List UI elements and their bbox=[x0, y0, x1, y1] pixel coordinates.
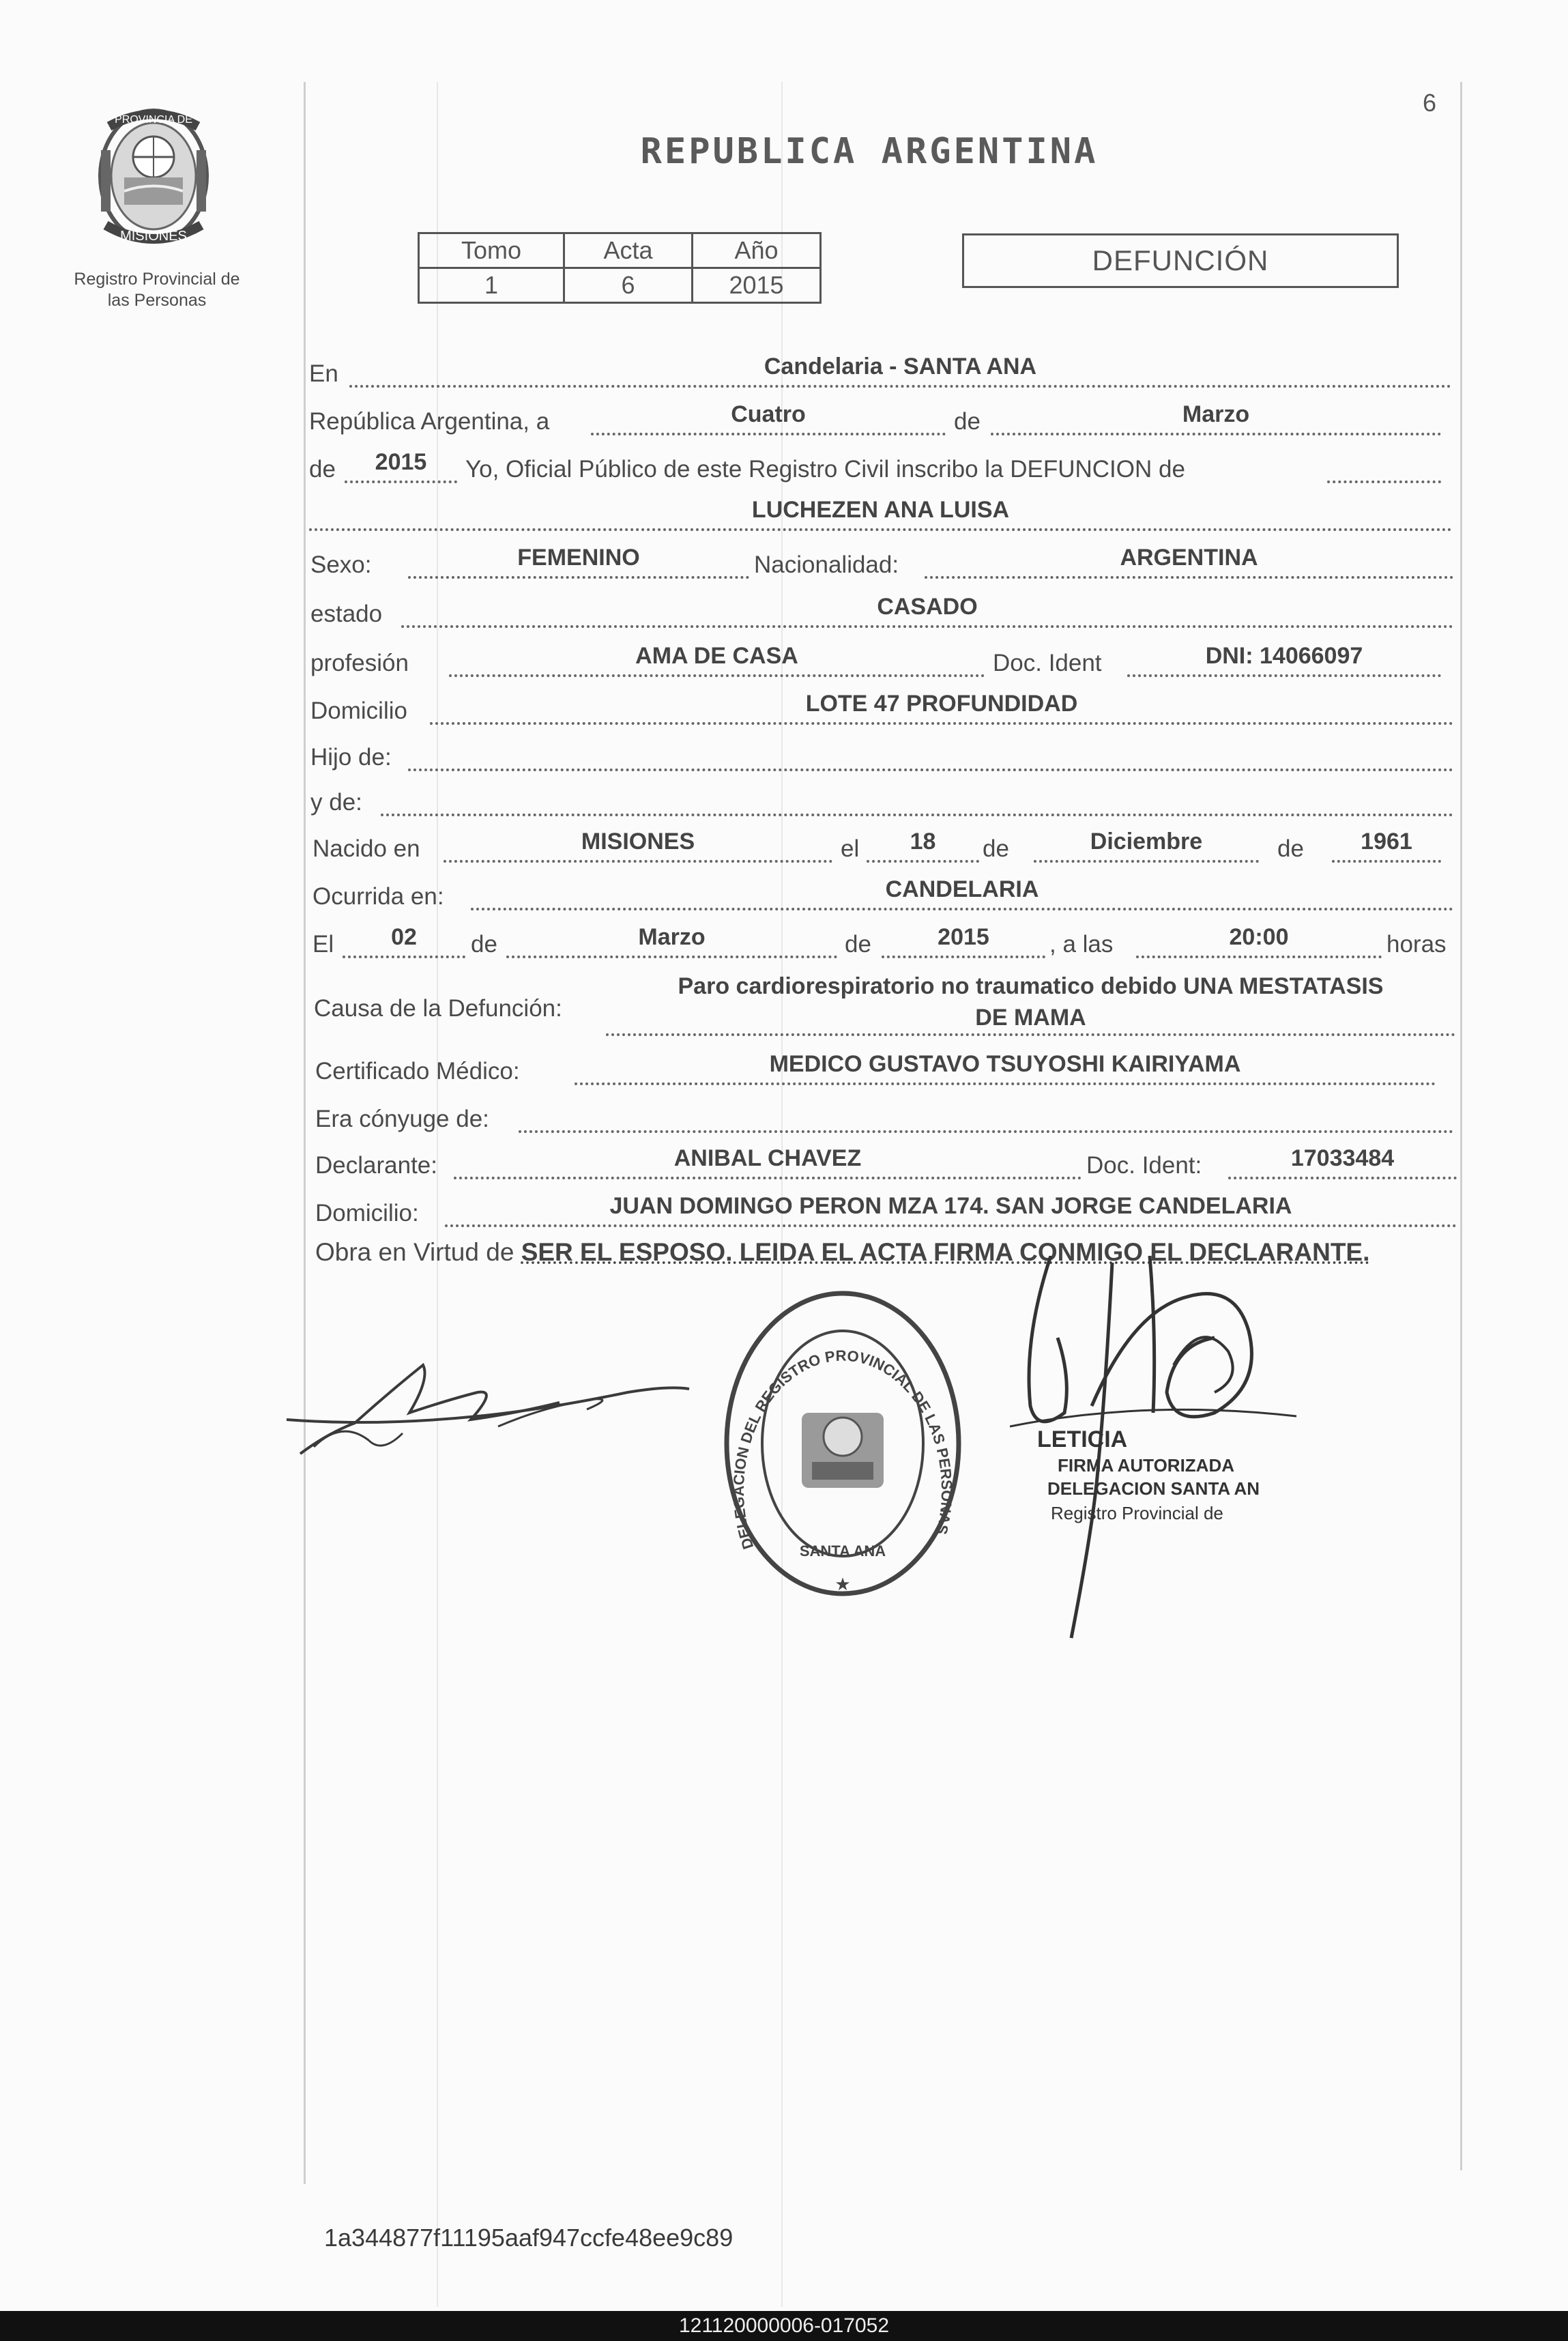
value-dia-letras: Cuatro bbox=[731, 401, 806, 427]
field-anio bbox=[345, 449, 457, 483]
value-def-anio: 2015 bbox=[938, 924, 989, 950]
value-lugar: Candelaria - SANTA ANA bbox=[764, 354, 1037, 379]
logo-caption bbox=[41, 269, 273, 311]
field-ocurrida-en bbox=[471, 876, 1453, 910]
value-mes: Marzo bbox=[1182, 401, 1250, 427]
label-de-def-mes: de bbox=[471, 931, 497, 958]
field-nac-mes bbox=[1034, 829, 1259, 863]
label-domicilio-declarante: Domicilio: bbox=[315, 1200, 419, 1226]
registry-value-tomo: 1 bbox=[419, 268, 564, 303]
value-declarante: ANIBAL CHAVEZ bbox=[673, 1145, 862, 1171]
field-declarante-doc bbox=[1228, 1145, 1457, 1179]
document-title: REPUBLICA ARGENTINA bbox=[640, 131, 1099, 172]
field-dni bbox=[1127, 643, 1441, 677]
value-nac-mes: Diciembre bbox=[1090, 829, 1203, 854]
value-certificado: MEDICO GUSTAVO TSUYOSHI KAIRIYAMA bbox=[769, 1051, 1241, 1077]
field-def-dia bbox=[343, 924, 465, 958]
page-number: 6 bbox=[1423, 89, 1437, 117]
label-de: de bbox=[954, 408, 981, 435]
value-estado: CASADO bbox=[877, 594, 978, 620]
scan-margin-line bbox=[1460, 82, 1462, 2170]
label-obra-virtud: Obra en Virtud de bbox=[315, 1238, 514, 1266]
label-profesion: profesión bbox=[310, 650, 409, 676]
field-nac-anio bbox=[1332, 829, 1441, 863]
footer-barcode-text: 121120000006-017052 bbox=[0, 2311, 1568, 2341]
field-profesion bbox=[449, 643, 985, 677]
label-conyuge: Era cónyuge de: bbox=[315, 1106, 489, 1132]
field-dia-letras bbox=[591, 401, 946, 435]
field-def-anio bbox=[882, 924, 1045, 958]
value-nombre: LUCHEZEN ANA LUISA bbox=[751, 497, 1010, 523]
label-el-fecha: El bbox=[313, 931, 334, 958]
label-doc-ident-declarante: Doc. Ident: bbox=[1086, 1152, 1202, 1179]
field-defuncion-de-blank bbox=[1327, 456, 1441, 483]
field-nombre bbox=[309, 497, 1452, 531]
label-horas: horas bbox=[1386, 931, 1447, 958]
label-nacido-en: Nacido en bbox=[313, 835, 420, 862]
registry-header-acta: Acta bbox=[564, 233, 693, 268]
label-a-las: , a las bbox=[1049, 931, 1114, 958]
registry-table bbox=[418, 232, 822, 304]
document-type-box: DEFUNCIÓN bbox=[962, 233, 1399, 288]
svg-text:PROVINCIA DE: PROVINCIA DE bbox=[115, 114, 192, 126]
value-causa-line2: DE MAMA bbox=[975, 1005, 1086, 1031]
field-conyuge bbox=[519, 1106, 1453, 1133]
label-republica: República Argentina, a bbox=[309, 408, 550, 435]
label-el: el bbox=[841, 835, 860, 862]
field-nacido-en bbox=[444, 829, 832, 863]
svg-text:Registro Provincial de: Registro Provincial de bbox=[1051, 1503, 1223, 1523]
label-hijo-de: Hijo de: bbox=[310, 744, 392, 771]
svg-text:DELEGACION SANTA AN: DELEGACION SANTA AN bbox=[1047, 1478, 1260, 1499]
value-def-hora: 20:00 bbox=[1229, 924, 1289, 950]
field-sexo bbox=[408, 545, 749, 579]
svg-text:DELEGACION DEL REGISTRO PROVIN: DELEGACION DEL REGISTRO PROVINCIAL DE LAS PERSONAS bbox=[729, 1347, 956, 1552]
value-nac-dia: 18 bbox=[910, 829, 936, 854]
label-y-de: y de: bbox=[310, 789, 362, 816]
svg-text:LETICIA: LETICIA bbox=[1037, 1426, 1128, 1452]
value-sexo: FEMENINO bbox=[517, 545, 640, 571]
label-doc-ident: Doc. Ident bbox=[993, 650, 1102, 676]
document-hash: 1a344877f11195aaf947ccfe48ee9c89 bbox=[324, 2224, 734, 2252]
logo-caption-line2: las Personas bbox=[107, 291, 207, 310]
value-causa-line1: Paro cardiorespiratorio no traumatico debido UNA MESTATASIS bbox=[678, 973, 1384, 999]
misiones-coat-of-arms-logo bbox=[82, 96, 225, 253]
logo-caption-line1: Registro Provincial de bbox=[74, 270, 240, 289]
field-nac-dia bbox=[867, 829, 979, 863]
label-causa: Causa de la Defunción: bbox=[314, 995, 562, 1022]
label-en: En bbox=[309, 360, 338, 387]
svg-text:★: ★ bbox=[834, 1574, 851, 1594]
value-dni: DNI: 14066097 bbox=[1205, 643, 1363, 669]
label-sexo: Sexo: bbox=[310, 551, 372, 578]
value-nac-anio: 1961 bbox=[1361, 829, 1412, 854]
label-ocurrida-en: Ocurrida en: bbox=[313, 883, 444, 910]
svg-text:MISIONES: MISIONES bbox=[120, 229, 187, 244]
value-declarante-doc: 17033484 bbox=[1290, 1145, 1395, 1171]
field-estado bbox=[401, 594, 1453, 628]
label-certificado: Certificado Médico: bbox=[315, 1058, 520, 1085]
field-declarante-domicilio bbox=[445, 1193, 1457, 1227]
field-def-hora bbox=[1136, 924, 1382, 958]
label-yo-oficial: Yo, Oficial Público de este Registro Civil inscribo la DEFUNCION de bbox=[465, 456, 1185, 483]
field-lugar bbox=[349, 354, 1451, 388]
label-estado: estado bbox=[310, 601, 383, 627]
field-nacionalidad bbox=[925, 545, 1453, 579]
field-declarante bbox=[454, 1145, 1081, 1179]
field-mes bbox=[991, 401, 1441, 435]
registry-value-acta: 6 bbox=[564, 268, 693, 303]
value-def-mes: Marzo bbox=[638, 924, 706, 950]
declarant-signature bbox=[273, 1351, 696, 1481]
label-domicilio: Domicilio bbox=[310, 698, 407, 724]
registry-header-tomo: Tomo bbox=[419, 233, 564, 268]
official-seal-stamp bbox=[716, 1283, 969, 1604]
value-obra-virtud: SER EL ESPOSO. LEIDA EL ACTA FIRMA CONMIGO EL DECLARANTE. bbox=[521, 1238, 1370, 1266]
field-certificado bbox=[575, 1051, 1436, 1085]
label-declarante: Declarante: bbox=[315, 1152, 437, 1179]
value-nacido-en: MISIONES bbox=[581, 829, 695, 854]
label-de-year: de bbox=[309, 456, 336, 483]
registry-header-anio: Año bbox=[693, 233, 821, 268]
value-anio: 2015 bbox=[375, 449, 427, 475]
label-de-nac-mes: de bbox=[983, 835, 1009, 862]
label-de-nac-anio: de bbox=[1277, 835, 1304, 862]
field-y-de bbox=[381, 789, 1453, 816]
field-causa bbox=[606, 971, 1455, 1036]
label-nacionalidad: Nacionalidad: bbox=[754, 551, 899, 578]
registry-value-anio: 2015 bbox=[693, 268, 821, 303]
value-declarante-domicilio: JUAN DOMINGO PERON MZA 174. SAN JORGE CANDELARIA bbox=[609, 1193, 1292, 1219]
field-def-mes bbox=[506, 924, 837, 958]
officer-signature-stamp bbox=[1010, 1256, 1365, 1652]
value-nacionalidad: ARGENTINA bbox=[1120, 545, 1258, 571]
scan-margin-line bbox=[304, 82, 306, 2184]
field-hijo-de bbox=[408, 744, 1453, 771]
label-de-def-anio: de bbox=[845, 931, 871, 958]
value-domicilio: LOTE 47 PROFUNDIDAD bbox=[805, 691, 1078, 717]
value-ocurrida-en: CANDELARIA bbox=[885, 876, 1039, 902]
value-profesion: AMA DE CASA bbox=[635, 643, 798, 669]
svg-text:FIRMA AUTORIZADA: FIRMA AUTORIZADA bbox=[1058, 1455, 1235, 1476]
svg-text:SANTA ANA: SANTA ANA bbox=[799, 1542, 886, 1560]
field-domicilio bbox=[430, 691, 1453, 725]
value-def-dia: 02 bbox=[391, 924, 417, 950]
